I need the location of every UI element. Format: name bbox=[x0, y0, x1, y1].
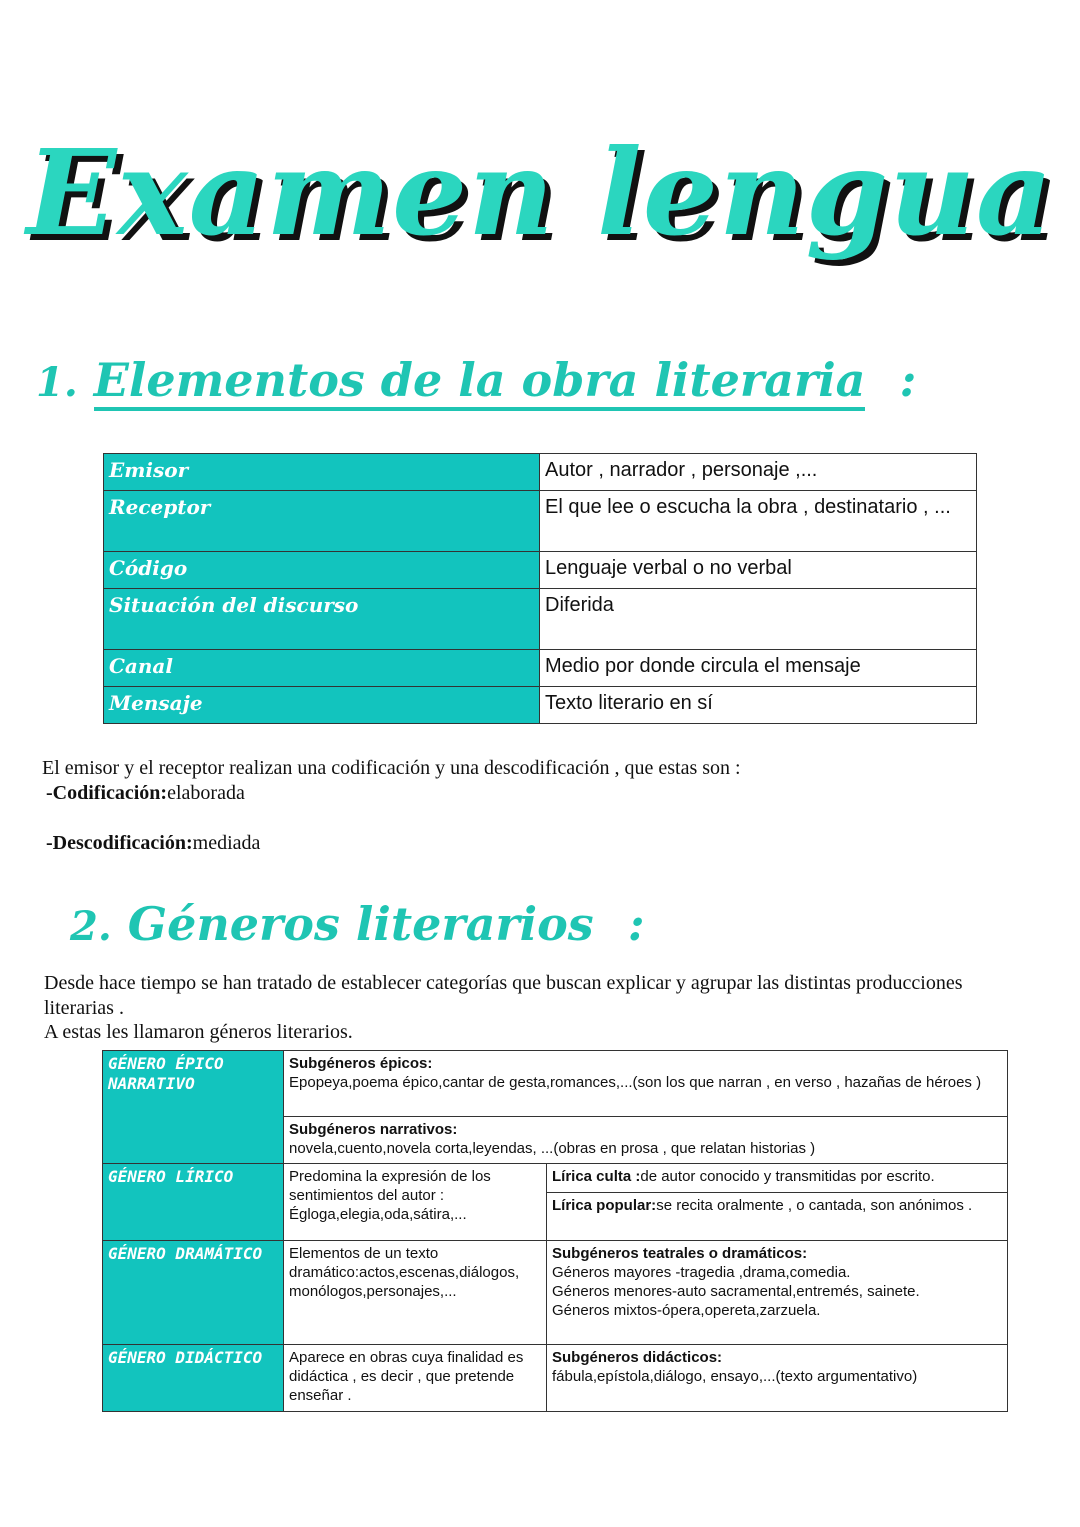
row-key: Emisor bbox=[104, 454, 540, 491]
lirica-culta-title: Lírica culta : bbox=[552, 1168, 641, 1185]
dramatico-line-2: Géneros menores-auto sacramental,entremés, sainete. bbox=[552, 1283, 920, 1300]
section-1-number: 1. bbox=[36, 359, 78, 406]
row-value: Diferida bbox=[540, 589, 977, 650]
section-2-number: 2. bbox=[70, 903, 112, 950]
dramatico-line-3: Géneros mixtos-ópera,opereta,zarzuela. bbox=[552, 1302, 821, 1319]
epico-subgenres-cell bbox=[284, 1051, 1008, 1117]
table-row bbox=[104, 454, 977, 491]
section-1-colon: : bbox=[899, 353, 917, 407]
row-value: Autor , narrador , personaje ,... bbox=[540, 454, 977, 491]
epico-sub2-title: Subgéneros narrativos: bbox=[289, 1121, 458, 1138]
descodificacion-label: -Descodificación: bbox=[46, 832, 193, 854]
section-2-title: Géneros literarios bbox=[127, 897, 594, 951]
table-row bbox=[104, 687, 977, 724]
row-value: Medio por donde circula el mensaje bbox=[540, 650, 977, 687]
table-row bbox=[104, 552, 977, 589]
section-1-paragraph: El emisor y el receptor realizan una codificación y una descodificación , que estas son : bbox=[42, 757, 741, 779]
genres-table bbox=[102, 1050, 1008, 1412]
table-row bbox=[104, 650, 977, 687]
descodificacion-value: mediada bbox=[192, 832, 261, 854]
codificacion-line bbox=[46, 781, 245, 806]
lirica-culta-cell bbox=[547, 1164, 1008, 1193]
row-key: Canal bbox=[104, 650, 540, 687]
table-row bbox=[104, 491, 977, 552]
section-2-intro-2: A estas les llamaron géneros literarios. bbox=[44, 1021, 353, 1043]
section-2-colon: : bbox=[627, 897, 645, 951]
table-row bbox=[103, 1241, 1008, 1345]
elements-table bbox=[103, 453, 977, 724]
row-value: Lenguaje verbal o no verbal bbox=[540, 552, 977, 589]
row-value: Texto literario en sí bbox=[540, 687, 977, 724]
table-row bbox=[103, 1345, 1008, 1412]
codificacion-value: elaborada bbox=[167, 782, 245, 804]
genre-didactico-label: GÉNERO DIDÁCTICO bbox=[103, 1345, 284, 1412]
dramatico-line-1: Géneros mayores -tragedia ,drama,comedia. bbox=[552, 1264, 851, 1281]
section-2-intro: Desde hace tiempo se han tratado de establecer categorías que buscan explicar y agrupar las distintas producciones literarias . bbox=[44, 972, 963, 1019]
genre-dramatico-label: GÉNERO DRAMÁTICO bbox=[103, 1241, 284, 1345]
genre-epico-label: GÉNERO ÉPICO NARRATIVO bbox=[103, 1051, 284, 1164]
section-1-title: Elementos de la obra literaria bbox=[94, 353, 866, 411]
dramatico-subgenres-cell bbox=[547, 1241, 1008, 1345]
epico-sub1-title: Subgéneros épicos: bbox=[289, 1055, 433, 1072]
section-1-heading bbox=[36, 352, 916, 411]
epico-sub1-text: Epopeya,poema épico,cantar de gesta,romances,...(son los que narran , en verso , hazañas de héroes ) bbox=[289, 1074, 982, 1091]
lirica-popular-text: se recita oralmente , o cantada, son anónimos . bbox=[656, 1197, 973, 1214]
dramatico-desc: Elementos de un texto dramático:actos,escenas,diálogos, monólogos,personajes,... bbox=[284, 1241, 547, 1345]
dramatico-sub-title: Subgéneros teatrales o dramáticos: bbox=[552, 1245, 808, 1262]
row-key: Mensaje bbox=[104, 687, 540, 724]
row-key: Código bbox=[104, 552, 540, 589]
didactico-sub-text: fábula,epístola,diálogo, ensayo,...(texto argumentativo) bbox=[552, 1368, 918, 1385]
codificacion-label: -Codificación: bbox=[46, 782, 168, 804]
section-2-heading bbox=[70, 896, 645, 955]
row-key: Situación del discurso bbox=[104, 589, 540, 650]
row-value: El que lee o escucha la obra , destinatario , ... bbox=[540, 491, 977, 552]
table-row bbox=[103, 1051, 1008, 1117]
didactico-sub-title: Subgéneros didácticos: bbox=[552, 1349, 723, 1366]
table-row bbox=[104, 589, 977, 650]
row-key: Receptor bbox=[104, 491, 540, 552]
lirica-popular-cell bbox=[547, 1193, 1008, 1241]
didactico-subgenres-cell bbox=[547, 1345, 1008, 1412]
page-title: Examen lengua bbox=[26, 123, 1054, 262]
lirica-popular-title: Lírica popular: bbox=[552, 1197, 657, 1214]
table-row bbox=[103, 1164, 1008, 1193]
didactico-desc: Aparece en obras cuya finalidad es didáctica , es decir , que pretende enseñar . bbox=[284, 1345, 547, 1412]
epico-sub2-text: novela,cuento,novela corta,leyendas, ...(obras en prosa , que relatan historias ) bbox=[289, 1140, 816, 1157]
genre-lirico-label: GÉNERO LÍRICO bbox=[103, 1164, 284, 1241]
lirica-culta-text: de autor conocido y transmitidas por escrito. bbox=[640, 1168, 935, 1185]
narrativo-subgenres-cell bbox=[284, 1117, 1008, 1164]
lirico-desc: Predomina la expresión de los sentimientos del autor : Égloga,elegia,oda,sátira,... bbox=[284, 1164, 547, 1241]
descodificacion-line bbox=[46, 831, 260, 856]
